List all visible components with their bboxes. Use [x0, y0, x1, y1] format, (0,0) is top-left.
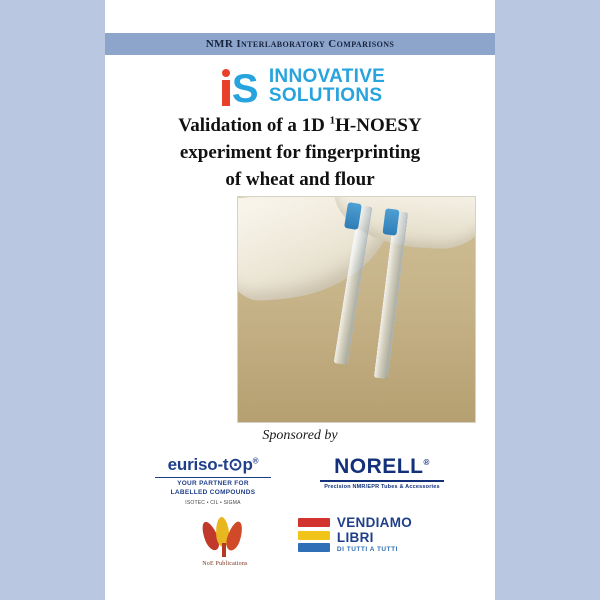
- norell-registered-mark: ®: [423, 458, 430, 467]
- title-line-1-superscript: 1: [329, 114, 336, 127]
- vendiamo-band-red: [298, 518, 330, 527]
- nuova-stem: [222, 543, 226, 557]
- euriso-top-wordmark: euriso-t⊙p: [167, 455, 253, 474]
- series-banner: [105, 33, 495, 55]
- series-banner-label: NMR Interlaboratory Comparisons: [205, 38, 395, 50]
- publisher-logo: [105, 62, 495, 110]
- logo-word-solutions: SOLUTIONS: [268, 85, 383, 106]
- euriso-top-tagline-line-2: LABELLED COMPOUNDS: [170, 488, 256, 496]
- sponsored-by-label: Sponsored by: [262, 428, 338, 443]
- euriso-top-tagline-line-1: YOUR PARTNER FOR: [177, 480, 249, 487]
- vendiamo-band-yellow: [298, 531, 330, 540]
- vendiamo-word-1: VENDIAMO: [336, 515, 413, 530]
- title-line-3: of wheat and flour: [225, 168, 375, 190]
- sponsor-logo-vendiamo-libri: [298, 515, 412, 553]
- title-line-1-pre: Validation of a 1D: [178, 115, 330, 136]
- logo-wordmark: [269, 67, 385, 105]
- euriso-top-name: [153, 455, 273, 475]
- vendiamo-wordmark: [337, 515, 412, 553]
- norell-tagline: Precision NMR/EPR Tubes & Accessories: [324, 484, 440, 490]
- cover-content: [105, 0, 495, 600]
- sponsor-logo-nuova-editrice: [188, 515, 262, 567]
- vendiamo-band-blue: [298, 543, 330, 552]
- title-line-1-post: H-NOESY: [335, 115, 422, 136]
- nuova-editrice-flame-icon: [196, 515, 254, 559]
- right-decorative-band: [495, 0, 600, 600]
- vendiamo-word-2: LIBRI: [336, 530, 374, 546]
- sponsor-row-secondary: [105, 515, 495, 567]
- norell-divider: [320, 480, 444, 482]
- euriso-top-divider: [155, 477, 271, 478]
- nuova-editrice-tagline: NoE Publications: [202, 561, 248, 567]
- page-title: [125, 113, 475, 194]
- logo-i-stem: [222, 80, 230, 106]
- logo-s-letter: S: [231, 67, 259, 111]
- title-line-1: [125, 113, 475, 140]
- norell-wordmark: NORELL: [334, 455, 424, 478]
- euriso-top-registered-mark: ®: [252, 456, 259, 466]
- innovative-solutions-logo-icon: [215, 64, 261, 111]
- euriso-top-subline: ISOTEC • CIL • SIGMA: [185, 499, 241, 506]
- left-decorative-band: [0, 0, 105, 600]
- logo-word-innovative: INNOVATIVE: [268, 66, 386, 87]
- sponsor-logo-norell: [317, 455, 447, 490]
- sponsor-logo-euriso-top: [153, 455, 273, 506]
- vendiamo-tagline: DI TUTTI A TUTTI: [336, 546, 398, 554]
- norell-name: [317, 455, 447, 479]
- logo-i-dot: [222, 69, 230, 77]
- vendiamo-flag-icon: [298, 516, 330, 552]
- cover-photograph: [237, 196, 476, 423]
- title-line-2: experiment for fingerprinting: [179, 141, 421, 163]
- sponsor-row-primary: [105, 455, 495, 506]
